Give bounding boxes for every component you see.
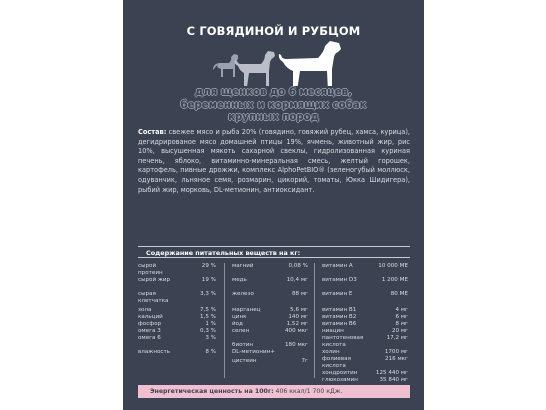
nutrient-row bbox=[322, 349, 410, 356]
nutrient-value: 10 000 МЕ bbox=[378, 263, 408, 269]
nutrient-row bbox=[322, 328, 410, 335]
nutrient-row bbox=[232, 342, 312, 349]
nutrient-row bbox=[138, 328, 218, 335]
nutrient-row bbox=[322, 321, 410, 328]
nutrition-column-1 bbox=[138, 263, 218, 356]
nutrient-row bbox=[232, 263, 312, 277]
nutrient-name: глюкозамин bbox=[322, 377, 358, 383]
nutrient-value: 3 % bbox=[205, 335, 216, 341]
small-dog-icon bbox=[213, 54, 238, 77]
nutrient-row bbox=[232, 349, 312, 358]
nutrient-value: 80 МЕ bbox=[390, 291, 408, 297]
nutrient-row bbox=[232, 321, 312, 328]
nutrient-name: DL-метионин+ bbox=[232, 349, 275, 355]
nutrient-row bbox=[322, 370, 410, 377]
nutrient-value: 0,08 % bbox=[288, 263, 308, 269]
nutrient-value: 19 % bbox=[201, 277, 216, 283]
nutrient-name: хондроитин bbox=[322, 370, 358, 376]
nutrient-value: 1 % bbox=[205, 321, 216, 327]
large-dog-icon bbox=[279, 41, 341, 86]
nutrient-row bbox=[322, 307, 410, 314]
nutrient-name: цистеин bbox=[232, 358, 257, 364]
pack-panel bbox=[123, 0, 424, 410]
nutrient-row bbox=[322, 277, 410, 291]
nutrient-value: 20 мг bbox=[391, 328, 408, 334]
nutrient-name: сырой жир bbox=[138, 277, 171, 283]
nutrient-value: 88 мг bbox=[291, 291, 308, 297]
nutrient-value: 10,4 мг bbox=[286, 277, 308, 283]
nutrient-row bbox=[138, 349, 218, 356]
nutrient-row bbox=[138, 335, 218, 349]
column-divider bbox=[314, 263, 315, 378]
nutrient-row bbox=[138, 321, 218, 328]
column-divider bbox=[224, 263, 225, 378]
subtitle-line-1: для щенков до 6 месяцев, bbox=[195, 87, 352, 98]
nutrient-value: 1700 мг bbox=[384, 349, 408, 355]
nutrient-value: 5,6 мг bbox=[290, 307, 308, 313]
nutrient-row bbox=[322, 356, 410, 370]
nutrient-name: кальций bbox=[138, 314, 163, 320]
medium-dog-icon bbox=[235, 51, 275, 86]
composition-body: свежее мясо и рыба 20% (говядино, говяжий рубец, хамса, курица), дегидрированое мясо домашней птицы 19%, ячмень, животный жир, рис 10%, высушенная мякоть сахарной свеклы, гидролизованная куриная печень, яблоко, витаминно-минеральная смесь, желтый горошек, картофель, пивные дрожжи, комплекс AlphoPetBIO® (зеленогубый моллюск, одуванчик, льняное семя, розмарин, цикорий, томаты, Юкка Шидигера), рыбий жир, морковь, DL-метионин, антиоксидант. bbox=[138, 128, 410, 194]
nutrient-name: омега 3 bbox=[138, 328, 161, 334]
nutrient-row bbox=[322, 263, 410, 277]
energy-value: 406 ккал/1 700 кДж. bbox=[273, 388, 343, 395]
nutrition-column-2 bbox=[232, 263, 312, 365]
nutrient-value: 1,5 % bbox=[200, 314, 216, 320]
nutrient-row bbox=[138, 307, 218, 314]
nutrient-value: 4 мг bbox=[395, 307, 408, 313]
nutrient-name: влажность bbox=[138, 349, 171, 355]
composition-text bbox=[138, 128, 410, 195]
nutrient-name: витамин В2 bbox=[322, 314, 357, 320]
nutrient-value: 7,5 % bbox=[200, 307, 216, 313]
nutrient-row bbox=[138, 277, 218, 291]
nutrient-name: марганец bbox=[232, 307, 261, 313]
nutrition-table bbox=[138, 263, 410, 381]
nutrient-row bbox=[232, 291, 312, 307]
energy-label: Энергетическая ценность на 100г: bbox=[150, 388, 274, 395]
nutrient-row bbox=[322, 314, 410, 321]
nutrient-name: холин bbox=[322, 349, 340, 355]
nutrient-row bbox=[322, 335, 410, 349]
nutrient-value: 29 % bbox=[201, 263, 216, 269]
nutrient-value: 180 мкг bbox=[285, 342, 308, 348]
nutrient-name: йод bbox=[232, 321, 243, 327]
nutrient-value: 8 % bbox=[205, 349, 216, 355]
nutrition-title: Содержание питательных веществ на кг: bbox=[138, 246, 410, 258]
nutrient-name: магний bbox=[232, 263, 254, 269]
nutrient-name: витамин Е bbox=[322, 291, 353, 297]
nutrient-value: 140 мг bbox=[288, 314, 308, 320]
nutrient-row bbox=[322, 291, 410, 307]
nutrient-value: 3,3 % bbox=[200, 291, 216, 297]
nutrient-row bbox=[138, 291, 218, 307]
nutrient-name: ниацин bbox=[322, 328, 344, 334]
nutrient-name: железо bbox=[232, 291, 254, 297]
nutrient-row bbox=[232, 277, 312, 291]
nutrient-name: витамин В6 bbox=[322, 321, 357, 327]
nutrient-name: фосфор bbox=[138, 321, 162, 327]
nutrient-name: цинк bbox=[232, 314, 247, 320]
nutrient-value: 35 840 мг bbox=[379, 377, 408, 383]
nutrient-value: 7г bbox=[301, 358, 308, 364]
nutrition-column-3 bbox=[322, 263, 410, 384]
product-headline: С ГОВЯДИНОЙ И РУБЦОМ bbox=[186, 24, 361, 38]
nutrient-name: фолиевая кислота bbox=[322, 356, 351, 369]
nutrient-row bbox=[322, 377, 410, 384]
nutrient-name: витамин D3 bbox=[322, 277, 357, 283]
energy-value-bar bbox=[138, 385, 410, 398]
nutrient-row bbox=[138, 263, 218, 277]
nutrient-name: пантотеновая кислота bbox=[322, 335, 364, 348]
nutrient-name: медь bbox=[232, 277, 247, 283]
nutrient-name: селен bbox=[232, 328, 250, 334]
nutrient-name: витамин А bbox=[322, 263, 353, 269]
nutrient-value: 125 440 мг bbox=[375, 370, 408, 376]
nutrient-row bbox=[232, 314, 312, 321]
nutrient-value: 17,2 мг bbox=[386, 335, 408, 341]
nutrient-value: 6 мг bbox=[395, 314, 408, 320]
nutrient-row bbox=[138, 314, 218, 321]
nutrient-value: 1,52 мг bbox=[286, 321, 308, 327]
subtitle-line-2: беременных и кормящих собак bbox=[180, 99, 367, 111]
nutrient-name: сырая клетчатка bbox=[138, 291, 169, 304]
composition-label: Состав: bbox=[138, 128, 167, 136]
dog-size-icons bbox=[203, 40, 353, 86]
nutrient-value: 216 мкг bbox=[385, 356, 408, 362]
subtitle-line-3: крупных пород bbox=[228, 112, 319, 123]
nutrient-name: зола bbox=[138, 307, 152, 313]
nutrient-row bbox=[232, 307, 312, 314]
nutrient-value: 0,3 % bbox=[200, 328, 216, 334]
nutrient-name: омега 6 bbox=[138, 335, 161, 341]
nutrient-name: биотин bbox=[232, 342, 254, 348]
nutrient-name: витамин В1 bbox=[322, 307, 357, 313]
nutrient-value: 1 200 МЕ bbox=[381, 277, 408, 283]
nutrient-value: 8 мг bbox=[395, 321, 408, 327]
target-audience bbox=[123, 87, 424, 125]
nutrient-value: 400 мкг bbox=[285, 328, 308, 334]
nutrient-name: сырой протеин bbox=[138, 263, 163, 276]
nutrient-row bbox=[232, 328, 312, 342]
nutrient-row bbox=[232, 358, 312, 365]
